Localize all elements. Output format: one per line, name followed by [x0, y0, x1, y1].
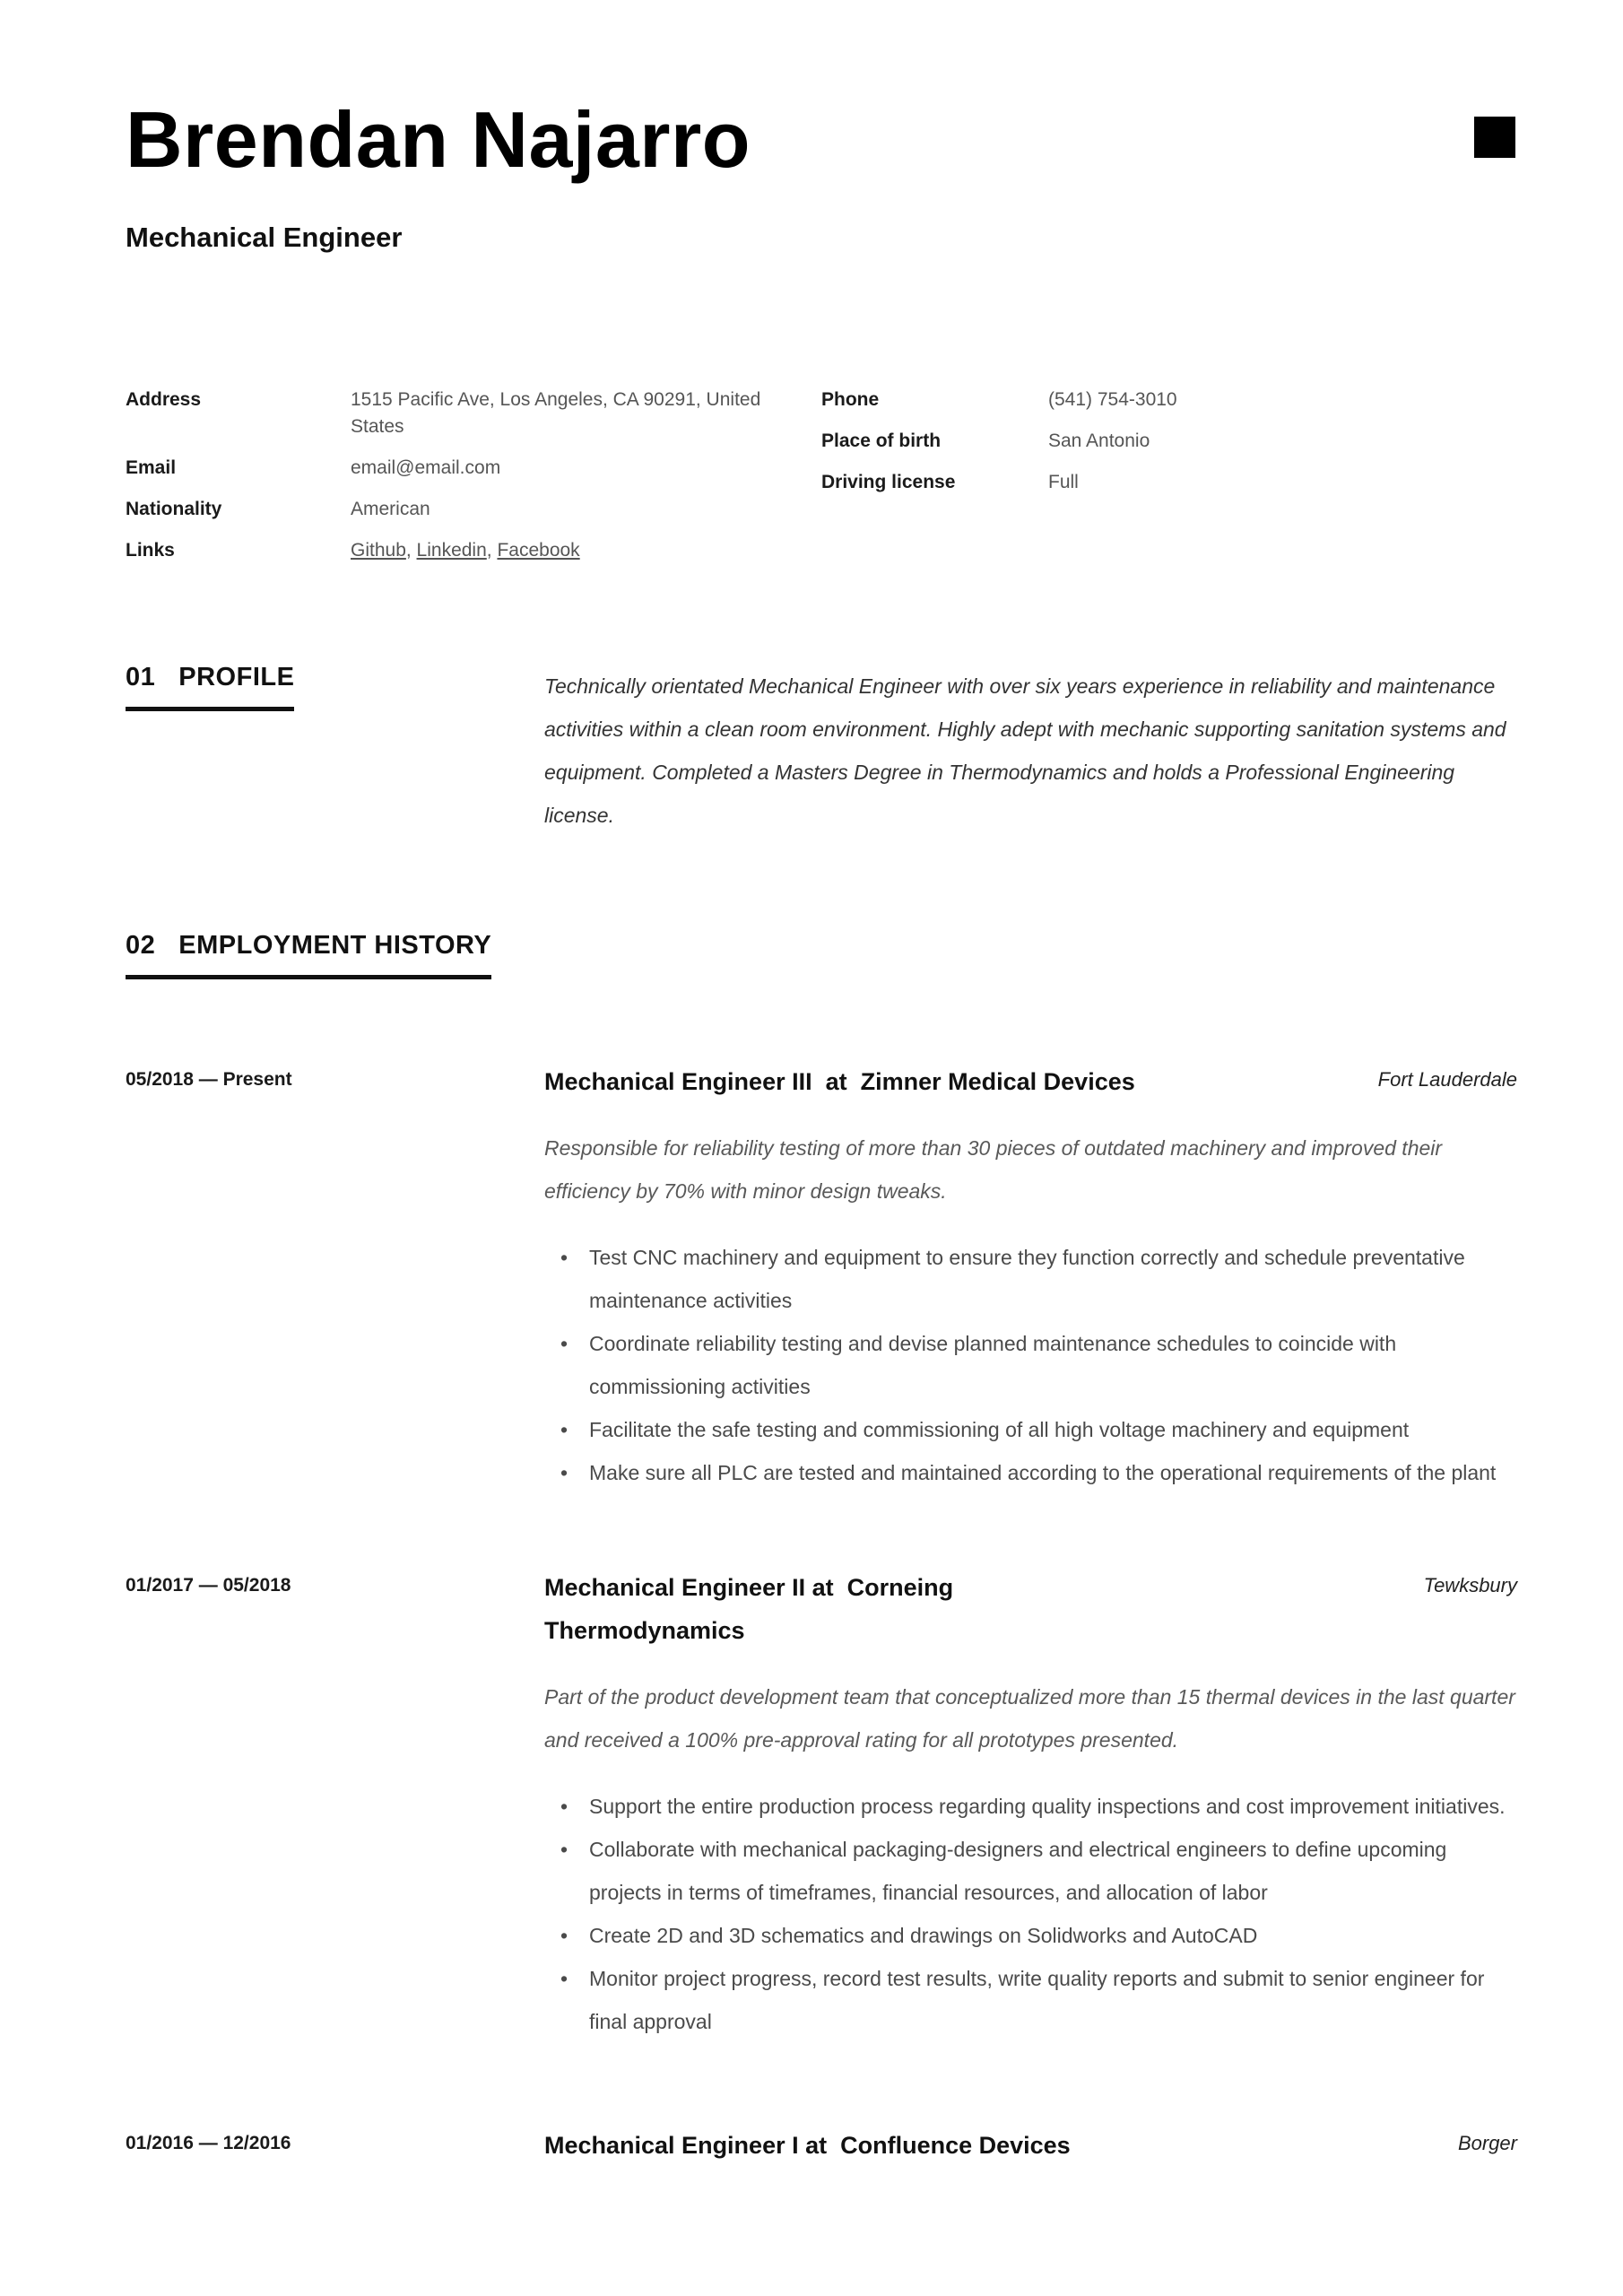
profile-section	[126, 663, 1517, 837]
job-location: Fort Lauderdale	[1377, 1068, 1517, 1091]
email-value: email@email.com	[351, 457, 501, 479]
job-header	[544, 1060, 1517, 1103]
job-entry	[126, 1566, 1517, 2043]
address-value: 1515 Pacific Ave, Los Angeles, CA 90291, United States	[351, 389, 761, 438]
job-title: Mechanical Engineer II at Corneing Thermodynamics	[544, 1574, 960, 1645]
job-content-column	[544, 2124, 1517, 2167]
job-bullet-list	[544, 1785, 1517, 2043]
job-dates: 01/2016 — 12/2016	[126, 2133, 291, 2154]
job-header	[544, 2124, 1517, 2167]
links-label: Links	[126, 540, 175, 561]
job-dates: 01/2017 — 05/2018	[126, 1575, 291, 1596]
candidate-job-title: Mechanical Engineer	[126, 222, 403, 254]
job-location: Borger	[1457, 2132, 1517, 2155]
employment-section-title: EMPLOYMENT HISTORY	[178, 931, 492, 961]
driving-license-value: Full	[1048, 472, 1079, 493]
employment-section-number: 02	[126, 931, 156, 961]
place-of-birth-label: Place of birth	[821, 430, 942, 452]
job-bullet: • Facilitate the safe testing and commissioning of all high voltage machinery and equipment	[544, 1408, 1517, 1451]
place-of-birth-value: San Antonio	[1048, 430, 1150, 452]
contact-left-column	[126, 387, 821, 564]
job-description: Responsible for reliability testing of more than 30 pieces of outdated machinery and improved their efficiency by 70% with minor design tweaks.	[544, 1136, 1443, 1204]
profile-section-title: PROFILE	[178, 663, 295, 692]
job-bullet-list	[544, 1236, 1517, 1494]
candidate-name: Brendan Najarro	[126, 95, 751, 184]
job-description: Part of the product development team that conceptualized more than 15 thermal devices in the last quarter and received a 100% pre-approval rating for all prototypes presented.	[544, 1685, 1515, 1752]
links-value	[351, 537, 821, 564]
job-entry	[126, 2124, 1517, 2167]
phone-label: Phone	[821, 389, 880, 411]
email-label: Email	[126, 457, 177, 479]
job-bullet: • Support the entire production process regarding quality inspections and cost improvement initiatives.	[544, 1785, 1517, 1828]
job-dates: 05/2018 — Present	[126, 1069, 292, 1091]
brand-square-icon	[1474, 117, 1515, 158]
job-title: Mechanical Engineer I at Confluence Devices	[544, 2132, 1071, 2160]
address-label: Address	[126, 389, 202, 411]
github-link[interactable]: Github	[351, 540, 406, 561]
job-dates-column	[126, 1060, 544, 1494]
job-entry	[126, 1060, 1517, 1494]
profile-content-column	[544, 663, 1517, 837]
job-location: Tewksbury	[1423, 1574, 1517, 1597]
job-bullet: • Monitor project progress, record test results, write quality reports and submit to senior engineer for final approval	[544, 1957, 1517, 2043]
profile-section-number: 01	[126, 663, 156, 692]
nationality-label: Nationality	[126, 499, 222, 520]
employment-section-heading	[126, 931, 491, 979]
job-content-column	[544, 1566, 1517, 2043]
profile-heading-column	[126, 663, 544, 837]
job-title: Mechanical Engineer III at Zimner Medical Devices	[544, 1068, 1135, 1096]
phone-value: (541) 754-3010	[1048, 389, 1177, 411]
contact-section	[126, 387, 1517, 564]
job-bullet: • Collaborate with mechanical packaging-designers and electrical engineers to define upcoming projects in terms of timeframes, financial resources, and allocation of labor	[544, 1828, 1517, 1914]
facebook-link[interactable]: Facebook	[497, 540, 580, 561]
job-bullet: • Coordinate reliability testing and devise planned maintenance schedules to coincide with commissioning activities	[544, 1322, 1517, 1408]
linkedin-link[interactable]: Linkedin	[416, 540, 487, 561]
profile-summary-text: Technically orientated Mechanical Engineer with over six years experience in reliability and maintenance activities within a clean room environment. Highly adept with mechanic supporting sanitation systems and equipment. Completed a Masters Degree in Thermodynamics and holds a Professional Engineering license.	[544, 674, 1506, 828]
employment-section	[126, 931, 1517, 2167]
job-bullet: • Create 2D and 3D schematics and drawings on Solidworks and AutoCAD	[544, 1914, 1517, 1957]
nationality-value: American	[351, 499, 430, 520]
job-dates-column	[126, 2124, 544, 2167]
job-bullet: • Test CNC machinery and equipment to ensure they function correctly and schedule preventative maintenance activities	[544, 1236, 1517, 1322]
contact-right-column	[821, 387, 1517, 564]
driving-license-label: Driving license	[821, 472, 956, 493]
link-separator: ,	[486, 540, 498, 561]
profile-section-heading	[126, 663, 294, 711]
job-bullet: • Make sure all PLC are tested and maintained according to the operational requirements of the plant	[544, 1451, 1517, 1494]
link-separator: ,	[405, 540, 417, 561]
job-content-column	[544, 1060, 1517, 1494]
job-dates-column	[126, 1566, 544, 2043]
job-header	[544, 1566, 1517, 1652]
